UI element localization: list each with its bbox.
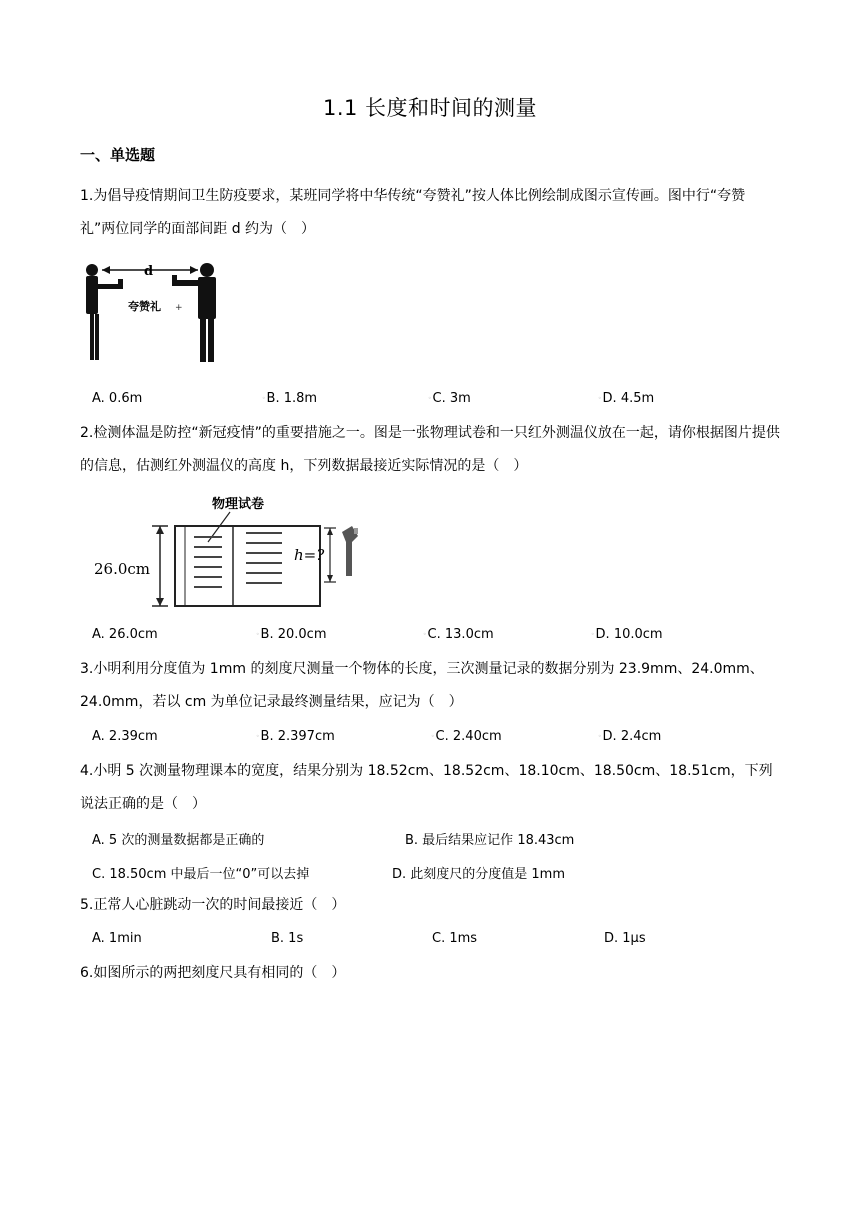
question-6-text: 6.如图所示的两把刻度尺具有相同的（ ） bbox=[80, 965, 346, 981]
question-2-text: 2.检测体温是防控“新冠疫情”的重要措施之一。图是一张物理试卷和一只红外测温仪放在一起，请你根据图片提供的信息，估测红外测温仪的高度 h，下列数据最接近实际情况的是（ ） bbox=[80, 425, 780, 474]
q5-option-d[interactable]: D. 1μs bbox=[604, 931, 646, 946]
height-label: 26.0cm bbox=[94, 560, 151, 578]
q5-option-c[interactable]: C. 1ms bbox=[432, 931, 478, 946]
q2-option-b[interactable]: ◦B. 20.0cm bbox=[256, 627, 327, 642]
h-label: h=? bbox=[294, 546, 325, 564]
q4-option-c[interactable]: C. 18.50cm 中最后一位“0”可以去掉 bbox=[92, 867, 310, 882]
q4-option-d[interactable]: D. 此刻度尺的分度值是 1mm bbox=[392, 867, 566, 882]
svg-text:+: + bbox=[175, 303, 183, 313]
page-title: 1.1 长度和时间的测量 bbox=[322, 96, 538, 120]
q2-option-d[interactable]: ◦D. 10.0cm bbox=[591, 627, 663, 642]
question-2-figure bbox=[90, 492, 380, 612]
d-label: d bbox=[144, 264, 154, 279]
q1-option-b[interactable]: ◦B. 1.8m bbox=[262, 391, 318, 406]
q1-option-a[interactable]: A. 0.6m bbox=[92, 391, 143, 406]
question-5-text: 5.正常人心脏跳动一次的时间最接近（ ） bbox=[80, 897, 346, 913]
question-3-text: 3.小明利用分度值为 1mm 的刻度尺测量一个物体的长度，三次测量记录的数据分别为 23.9mm、24.0mm、24.0mm，若以 cm 为单位记录最终测量结果，应记为（ ） bbox=[80, 661, 764, 710]
question-4-text: 4.小明 5 次测量物理课本的宽度，结果分别为 18.52cm、18.52cm、18.10cm、18.50cm、18.51cm，下列说法正确的是（ ） bbox=[80, 763, 773, 812]
paper-dots-right bbox=[246, 532, 282, 584]
q3-option-d[interactable]: ◦D. 2.4cm bbox=[598, 729, 662, 744]
q5-option-a[interactable]: A. 1min bbox=[92, 931, 142, 946]
q4-option-a[interactable]: A. 5 次的测量数据都是正确的 bbox=[92, 833, 265, 848]
q4-option-b[interactable]: B. 最后结果应记作 18.43cm bbox=[405, 833, 575, 848]
q1-option-d[interactable]: ◦D. 4.5m bbox=[598, 391, 655, 406]
q2-option-a[interactable]: A. 26.0cm bbox=[92, 627, 158, 642]
section-heading: 一、单选题 bbox=[80, 146, 156, 164]
q1-option-c[interactable]: ◦C. 3m bbox=[428, 391, 471, 406]
question-1-text: 1.为倡导疫情期间卫生防疫要求，某班同学将中华传统“夸赞礼”按人体比例绘制成图示宣传画。图中行“夸赞礼”两位同学的面部间距 d 约为（ ） bbox=[80, 188, 746, 237]
person-left-icon bbox=[86, 264, 123, 360]
q3-option-c[interactable]: ◦C. 2.40cm bbox=[431, 729, 502, 744]
q3-option-b[interactable]: ◦B. 2.397cm bbox=[256, 729, 335, 744]
paper-label: 物理试卷 bbox=[212, 497, 265, 512]
q5-option-b[interactable]: B. 1s bbox=[271, 931, 304, 946]
question-1-figure bbox=[80, 258, 230, 366]
caption-label: 夸赞礼 bbox=[128, 300, 161, 313]
q2-option-c[interactable]: ◦C. 13.0cm bbox=[423, 627, 494, 642]
thermometer-icon bbox=[342, 526, 358, 576]
paper-dots-left bbox=[194, 536, 222, 588]
q3-option-a[interactable]: A. 2.39cm bbox=[92, 729, 158, 744]
